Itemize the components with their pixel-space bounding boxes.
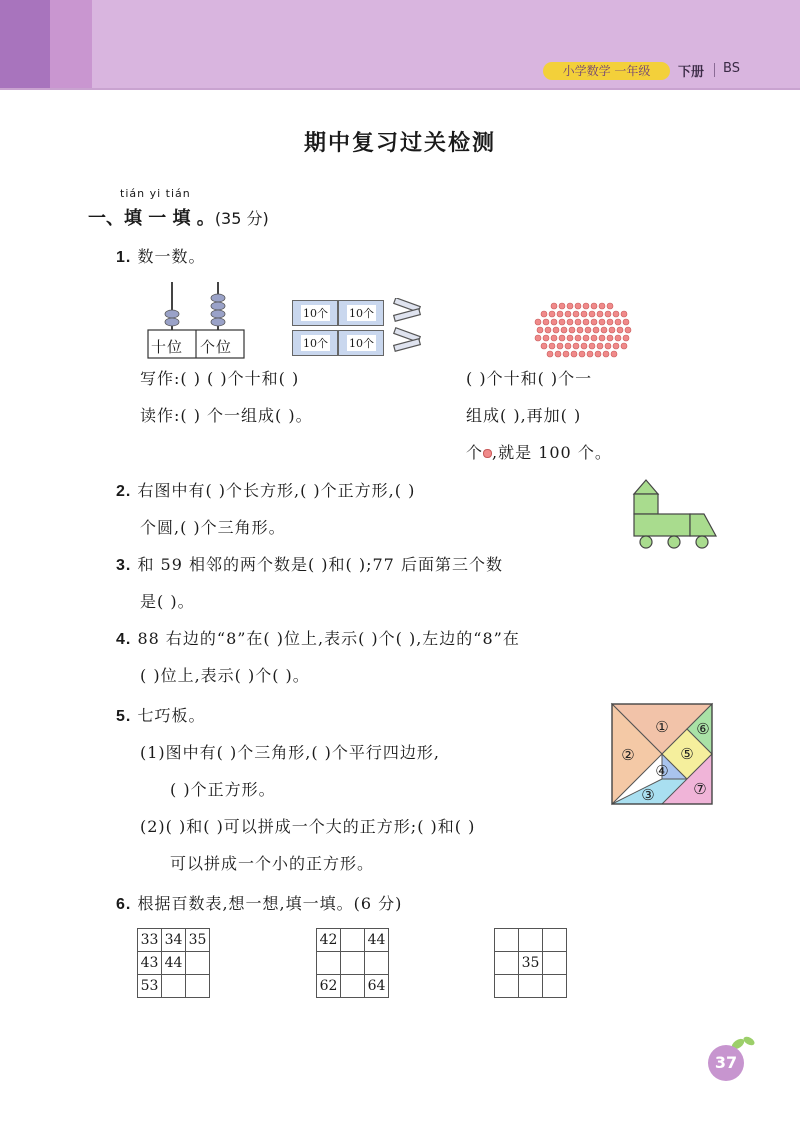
question-2 [116, 478, 415, 501]
grid-cell: 44 [162, 952, 186, 975]
bundle-label: 10个 [303, 337, 328, 350]
dot [575, 303, 581, 309]
dot [541, 343, 547, 349]
question-2-line2: 个圆,( )个三角形。 [140, 518, 286, 537]
dot [605, 343, 611, 349]
grid-cell: 62 [317, 975, 341, 998]
loose-sticks-icon [390, 298, 426, 358]
section-heading-text: 一、填 一 填 。 [88, 208, 215, 229]
section-pinyin: tián yi tián [120, 187, 191, 200]
grid-cell: 53 [138, 975, 162, 998]
grid-cell[interactable] [543, 929, 567, 952]
dot [545, 327, 551, 333]
dot [565, 343, 571, 349]
grid-cell[interactable] [341, 952, 365, 975]
question-5 [116, 703, 205, 726]
dot [583, 303, 589, 309]
dot [583, 335, 589, 341]
volume-label: 下册 [678, 65, 705, 80]
question-2-line1: 右图中有( )个长方形,( )个正方形,( ) [137, 481, 416, 500]
dot [609, 327, 615, 333]
header-stripe-dark [0, 0, 50, 90]
dot [615, 319, 621, 325]
ten-bundles-figure [292, 298, 384, 358]
dot [597, 311, 603, 317]
grid-cell[interactable] [186, 952, 210, 975]
header-separator [714, 63, 715, 77]
grid-cell[interactable] [341, 929, 365, 952]
dot [583, 319, 589, 325]
bundle-label: 10个 [303, 307, 328, 320]
question-4 [116, 626, 520, 649]
q5-part2-line1: (2)( )和( )可以拼成一个大的正方形;( )和( ) [140, 817, 476, 836]
q1-write-line: 写作:( ) ( )个十和( ) [140, 369, 300, 388]
hundred-chart-grid-3 [494, 928, 567, 998]
tangram-label-2: ② [621, 746, 635, 764]
q5-part1-line1: (1)图中有( )个三角形,( )个平行四边形, [140, 743, 440, 762]
header-stripe-light [50, 0, 92, 90]
grid-cell: 35 [519, 952, 543, 975]
grid-cell[interactable] [365, 952, 389, 975]
question-6-text: 根据百数表,想一想,填一填。 [137, 894, 354, 913]
bundle-label: 10个 [349, 307, 374, 320]
question-4-line2: ( )位上,表示( )个( )。 [140, 666, 310, 685]
grid-cell: 44 [365, 929, 389, 952]
tangram-label-6: ⑥ [696, 720, 710, 738]
dot [555, 351, 561, 357]
grid-cell[interactable] [495, 929, 519, 952]
grid-cell: 43 [138, 952, 162, 975]
q1-dots-line3 [466, 440, 612, 463]
dot [577, 327, 583, 333]
dot [601, 327, 607, 333]
q1-dots-line2: 组成( ),再加( ) [466, 406, 582, 425]
dot-cluster-figure [530, 300, 634, 362]
q5-part2-line2: 可以拼成一个小的正方形。 [170, 854, 375, 873]
dot [575, 319, 581, 325]
dot [535, 319, 541, 325]
dot [625, 327, 631, 333]
bundle-label: 10个 [349, 337, 374, 350]
dot [581, 343, 587, 349]
q1-dots-line3a: 个 [466, 443, 484, 462]
grid-cell[interactable] [519, 929, 543, 952]
grid-cell[interactable] [519, 975, 543, 998]
dot [599, 319, 605, 325]
dot [613, 311, 619, 317]
dot [607, 319, 613, 325]
dot [551, 303, 557, 309]
dot [551, 335, 557, 341]
dot [567, 319, 573, 325]
dot [595, 351, 601, 357]
question-1-text: 数一数。 [137, 247, 206, 266]
question-6-number: 6. [116, 896, 132, 913]
abacus-tens-label: 十位 [151, 338, 184, 356]
dot [567, 303, 573, 309]
question-5-number: 5. [116, 708, 132, 725]
grid-cell[interactable] [543, 975, 567, 998]
dot [623, 335, 629, 341]
q1-dots-line3b: ,就是 100 个。 [492, 443, 612, 462]
dot [605, 311, 611, 317]
dot [589, 311, 595, 317]
dot [581, 311, 587, 317]
hundred-chart-grid-2 [316, 928, 389, 998]
dot [567, 335, 573, 341]
dot-icon [483, 449, 492, 458]
dot [549, 311, 555, 317]
header-divider [0, 88, 800, 90]
train-shapes-figure [626, 476, 718, 550]
grid-cell: 35 [186, 929, 210, 952]
dot [607, 303, 613, 309]
dot [589, 343, 595, 349]
grid-cell: 42 [317, 929, 341, 952]
dot [557, 343, 563, 349]
dot [563, 351, 569, 357]
bundle [292, 330, 338, 356]
bundle [338, 330, 384, 356]
dot [603, 351, 609, 357]
grid-cell: 64 [365, 975, 389, 998]
dot [553, 327, 559, 333]
dot [611, 351, 617, 357]
q1-dots-line1: ( )个十和( )个一 [466, 369, 593, 388]
dot [591, 335, 597, 341]
dot [591, 319, 597, 325]
dot [623, 319, 629, 325]
section-points: (35 分) [214, 209, 269, 228]
grid-cell[interactable] [162, 975, 186, 998]
tangram-figure [610, 702, 716, 806]
dot [569, 327, 575, 333]
dot [579, 351, 585, 357]
dot [559, 319, 565, 325]
dot [617, 327, 623, 333]
edition-label: BS [723, 61, 740, 76]
tangram-label-5: ⑤ [680, 745, 694, 763]
dot [585, 327, 591, 333]
dot [621, 311, 627, 317]
grid-cell: 33 [138, 929, 162, 952]
question-3 [116, 552, 503, 575]
dot [599, 335, 605, 341]
q5-part1-line2: ( )个正方形。 [170, 780, 276, 799]
grid-cell[interactable] [341, 975, 365, 998]
dot [561, 327, 567, 333]
dot [559, 303, 565, 309]
dot [573, 311, 579, 317]
dot [549, 343, 555, 349]
dot [541, 311, 547, 317]
dot [575, 335, 581, 341]
grid-cell[interactable] [317, 952, 341, 975]
dot [543, 335, 549, 341]
bundle [338, 300, 384, 326]
page-title: 期中复习过关检测 [303, 131, 496, 156]
tangram-label-1: ① [655, 718, 669, 736]
section-heading [88, 204, 269, 230]
bundle [292, 300, 338, 326]
dot [535, 335, 541, 341]
grid-cell[interactable] [495, 952, 519, 975]
dot [559, 335, 565, 341]
dot [557, 311, 563, 317]
dot [571, 351, 577, 357]
tangram-label-3: ③ [641, 786, 655, 804]
dot [537, 327, 543, 333]
question-3-line2: 是( )。 [140, 592, 195, 611]
grid-cell[interactable] [186, 975, 210, 998]
dot [543, 319, 549, 325]
subject-grade-badge: 小学数学 一年级 [543, 62, 670, 80]
q1-read-line: 读作:( ) 个一组成( )。 [140, 406, 313, 425]
question-6 [116, 891, 402, 914]
dot [547, 351, 553, 357]
hundred-chart-grid-1 [137, 928, 210, 998]
page-header [0, 0, 800, 90]
grid-cell[interactable] [543, 952, 567, 975]
abacus-ones-label: 个位 [200, 338, 233, 356]
question-6-points: (6 分) [353, 894, 403, 913]
tangram-label-4: ④ [655, 762, 669, 780]
question-4-line1: 88 右边的“8”在( )位上,表示( )个( ),左边的“8”在 [137, 629, 520, 648]
question-5-text: 七巧板。 [137, 706, 206, 725]
question-4-number: 4. [116, 631, 132, 648]
question-1-number: 1. [116, 249, 132, 266]
question-3-line1: 和 59 相邻的两个数是( )和( );77 后面第三个数 [137, 555, 503, 574]
dot [591, 303, 597, 309]
dot [565, 311, 571, 317]
grid-cell: 34 [162, 929, 186, 952]
dot [599, 303, 605, 309]
dot [621, 343, 627, 349]
page-number: 37 [708, 1045, 744, 1081]
question-3-number: 3. [116, 557, 132, 574]
grid-cell[interactable] [495, 975, 519, 998]
question-2-number: 2. [116, 483, 132, 500]
tangram-label-7: ⑦ [693, 780, 707, 798]
dot [551, 319, 557, 325]
dot [587, 351, 593, 357]
dot [597, 343, 603, 349]
dot [613, 343, 619, 349]
dot [607, 335, 613, 341]
dot [615, 335, 621, 341]
question-1 [116, 244, 205, 267]
dot [573, 343, 579, 349]
dot [593, 327, 599, 333]
